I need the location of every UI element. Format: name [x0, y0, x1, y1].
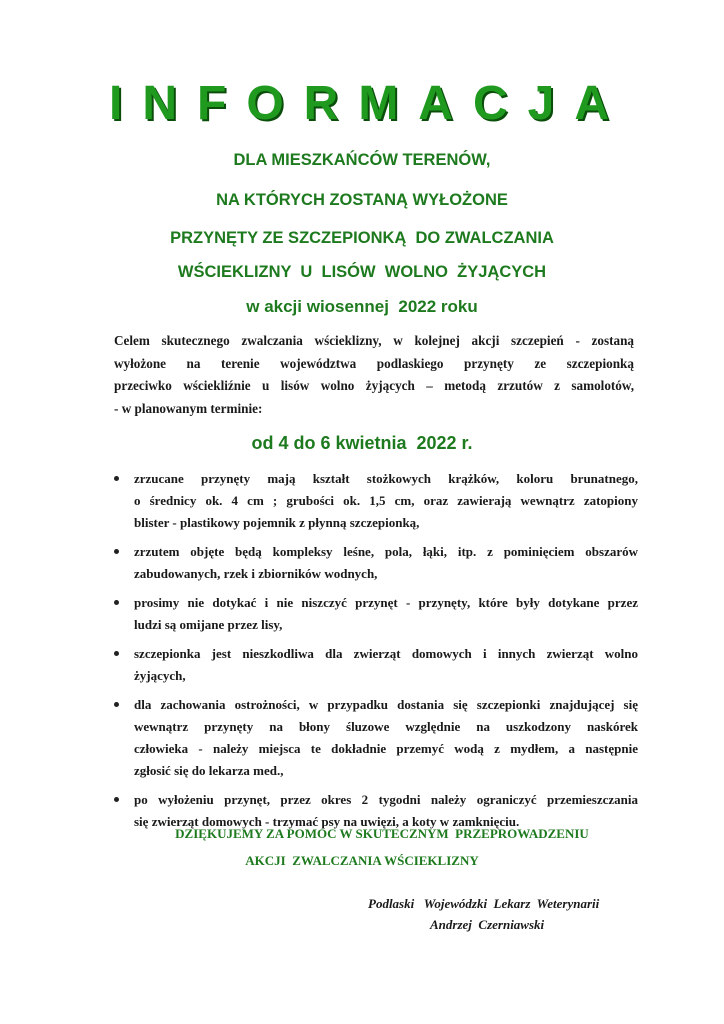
action-date: od 4 do 6 kwietnia 2022 r.: [251, 433, 473, 453]
intro-line: Celem skutecznego zwalczania wścieklizny, w kolejnej akcji szczepień - zostaną: [114, 333, 634, 348]
bullet-item: [114, 694, 638, 782]
bullet-line: zgłosić się do lekarza med.,: [134, 763, 284, 778]
header-line-1: DLA MIESZKAŃCÓW TERENÓW,: [233, 151, 491, 169]
bullet-line: blister - plastikowy pojemnik z płynną szczepionką,: [134, 515, 420, 530]
bullet-line: po wyłożeniu przynęt, przez okres 2 tygodni należy ograniczyć przemieszczania: [134, 792, 638, 807]
header-line-3: PRZYNĘTY ZE SZCZEPIONKĄ DO ZWALCZANIA: [170, 229, 554, 247]
thanks-line-1: DZIĘKUJEMY ZA POMOC W SKUTECZNYM PRZEPROWADZENIU: [175, 826, 589, 841]
bullet-item: [114, 643, 638, 687]
header-line-2: NA KTÓRYCH ZOSTANĄ WYŁOŻONE: [216, 191, 508, 209]
bullet-dot-icon: [114, 600, 119, 605]
bullet-line: ludzi są omijane przez lisy,: [134, 617, 283, 632]
intro-paragraph: [114, 330, 634, 420]
bullet-dot-icon: [114, 797, 119, 802]
intro-line: wyłożone na terenie województwa podlaskiego przynęty ze szczepionką: [114, 355, 634, 371]
bullet-line: prosimy nie dotykać i nie niszczyć przynęt - przynęty, które były dotykane przez: [134, 595, 638, 610]
thanks-line-2: AKCJI ZWALCZANIA WŚCIEKLIZNY: [245, 853, 479, 868]
bullet-line: szczepionka jest nieszkodliwa dla zwierząt domowych i innych zwierząt wolno: [134, 646, 638, 661]
bullet-dot-icon: [114, 702, 119, 707]
bullet-line: wewnątrz przynęty na błony śluzowe względnie na uszkodzony naskórek: [134, 719, 638, 734]
signature-role: Podlaski Wojewódzki Lekarz Weterynarii: [368, 896, 600, 911]
bullet-line: zrzucane przynęty mają kształt stożkowych krążków, koloru brunatnego,: [134, 471, 638, 486]
bullet-line: zabudowanych, rzek i zbiorników wodnych,: [134, 566, 378, 581]
intro-line: przeciwko wściekliźnie u lisów wolno żyjących – metodą zrzutów z samolotów,: [114, 378, 634, 393]
bullet-item: [114, 592, 638, 636]
bullet-item: [114, 468, 638, 534]
bullet-line: o średnicy ok. 4 cm ; grubości ok. 1,5 cm, oraz zawierają wewnątrz zatopiony: [134, 493, 638, 508]
signature-name: Andrzej Czerniawski: [430, 917, 545, 932]
bullet-list: [114, 468, 638, 840]
intro-line: - w planowanym terminie:: [114, 400, 263, 416]
campaign-period-heading: w akcji wiosennej 2022 roku: [246, 297, 478, 316]
bullet-dot-icon: [114, 651, 119, 656]
bullet-line: człowieka - należy miejsca te dokładnie przemyć wodą z mydłem, a następnie: [134, 741, 638, 756]
bullet-dot-icon: [114, 549, 119, 554]
bullet-line: żyjących,: [134, 668, 186, 683]
bullet-dot-icon: [114, 476, 119, 481]
bullet-item: [114, 541, 638, 585]
bullet-line: zrzutem objęte będą kompleksy leśne, pola, łąki, itp. z pominięciem obszarów: [134, 544, 638, 559]
bullet-line: dla zachowania ostrożności, w przypadku dostania się szczepionki znajdującej się: [134, 697, 638, 712]
page-title: INFORMACJA: [109, 77, 629, 130]
header-line-4: WŚCIEKLIZNY U LISÓW WOLNO ŻYJĄCYCH: [177, 263, 547, 281]
bullet-line: się zwierząt domowych - trzymać psy na uwięzi, a koty w zamknięciu.: [134, 814, 520, 829]
